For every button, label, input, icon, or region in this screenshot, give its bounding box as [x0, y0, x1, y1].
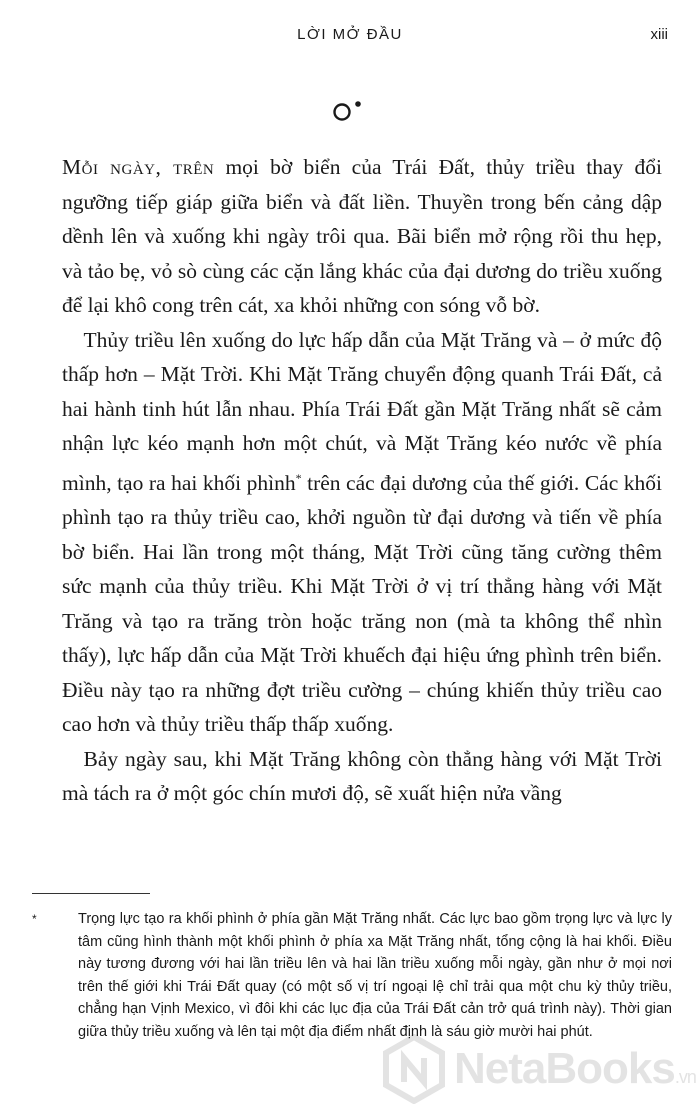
paragraph-1: [62, 150, 662, 323]
page-number: xiii: [650, 26, 668, 43]
moon-and-dot-ornament-icon: [331, 98, 371, 124]
body-text: [62, 150, 662, 811]
footnote-reference[interactable]: *: [295, 470, 302, 485]
footnote-marker: *: [32, 912, 37, 926]
paragraph-2: [62, 323, 662, 742]
paragraph-2-text-after: trên các đại dương của thế giới. Các khối phình tạo ra thủy triều cao, khởi nguồn từ đại dương và tiến về phía bờ biển. Hai lần trong một tháng, Mặt Trời cũng tăng cường thêm sức mạnh của thủy triều. Khi Mặt Trời ở vị trí thẳng hàng với Mặt Trăng và tạo ra trăng tròn hoặc trăng non (mà ta không thể nhìn thấy), lực hấp dẫn của Mặt Trời khuếch đại hiệu ứng phình trên biển. Điều này tạo ra những đợt triều cường – chúng khiến thủy triều cao cao hơn và thủy triều thấp thấp xuống.: [62, 470, 662, 737]
running-head: [0, 20, 700, 50]
footnote-text: Trọng lực tạo ra khối phình ở phía gần Mặt Trăng nhất. Các lực bao gồm trọng lực và lực ly tâm cũng hình thành một khối phình ở phía xa Mặt Trăng nhất, tổng cộng là hai khối. Điều này tương đương với hai lần triều lên và hai lần triều xuống mỗi ngày, gần như ở mọi nơi trên thế giới khi Trái Đất quay (có một số vị trí ngoại lệ chỉ trải qua một chu kỳ thủy triều, chẳng hạn Vịnh Mexico, vì đôi khi các lục địa của Trái Đất cản trở quá trình này). Thời gian giữa thủy triều xuống và lên tại một địa điểm nhất định là sáu giờ mười hai phút.: [78, 911, 672, 1040]
section-ornament: [0, 98, 700, 128]
paragraph-3: [62, 742, 662, 811]
footnote-divider: [32, 893, 150, 894]
chapter-title: LỜI MỞ ĐẦU: [297, 26, 403, 43]
paragraph-1-text: mọi bờ biển của Trái Đất, thủy triều thay đổi ngưỡng tiếp giáp giữa biển và đất liền. Thuyền trong bến cảng dập dềnh lên và xuống khi ngày trôi qua. Bãi biển mở rộng rồi thu hẹp, và tảo bẹ, vỏ sò cùng các cặn lắng khác của đại dương do triều xuống để lại khô cong trên cát, xa khỏi những con sóng vỗ bờ.: [62, 155, 662, 317]
footnote: [32, 908, 672, 1043]
paragraph-2-text-before: Thủy triều lên xuống do lực hấp dẫn của Mặt Trăng và – ở mức độ thấp hơn – Mặt Trời. Khi Mặt Trăng chuyển động quanh Trái Đất, cả hai hành tinh hút lẫn nhau. Phía Trái Đất gần Mặt Trăng nhất sẽ cảm nhận lực kéo mạnh hơn một chút, và Mặt Trăng kéo nước về phía mình, tạo ra hai khối phình: [62, 327, 662, 495]
paragraph-lead-in: Mỗi ngày, trên: [62, 155, 215, 179]
netabooks-logo-icon: [382, 1034, 446, 1104]
watermark-brand: NetaBooks.vn: [454, 1044, 696, 1093]
watermark: [378, 1034, 696, 1104]
paragraph-3-text: Bảy ngày sau, khi Mặt Trăng không còn thẳng hàng với Mặt Trời mà tách ra ở một góc chín mươi độ, sẽ xuất hiện nửa vầng: [62, 746, 662, 806]
